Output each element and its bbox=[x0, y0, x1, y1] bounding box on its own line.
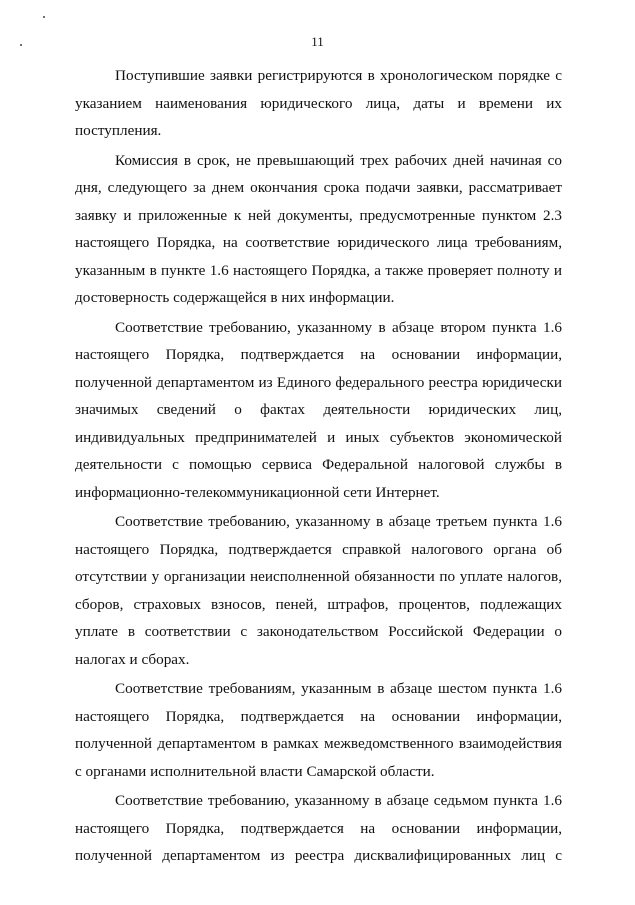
text-line: Комиссия в срок, не превышающий трех рабочих дней начиная со bbox=[115, 151, 562, 169]
text-line: налогах и сборах. bbox=[75, 650, 190, 668]
text-line: Поступившие заявки регистрируются в хронологическом порядке с bbox=[115, 67, 562, 84]
text-line: поступления. bbox=[75, 122, 162, 139]
paragraph bbox=[75, 675, 562, 785]
text-line: полученной департаментом из реестра дисквалифицированных лиц с bbox=[75, 847, 562, 864]
text-line: полученной департаментом в рамках межведомственного взаимодействия bbox=[75, 735, 562, 752]
text-line: Соответствие требованию, указанному в абзаце втором пункта 1.6 bbox=[115, 318, 562, 336]
text-line: с органами исполнительной власти Самарской области. bbox=[75, 762, 435, 780]
text-line: указанным в пункте 1.6 настоящего Порядка, а также проверяет полноту и bbox=[75, 261, 562, 279]
text-line: индивидуальных предпринимателей и иных субъектов экономической bbox=[75, 428, 562, 446]
text-line: уплате в соответствии с законодательством Российской Федерации о bbox=[75, 623, 562, 640]
text-line: отсутствии у организации неисполненной обязанности по уплате налогов, bbox=[75, 568, 562, 585]
text-line: сборов, страховых взносов, пеней, штрафов, процентов, подлежащих bbox=[75, 595, 562, 613]
document-body bbox=[75, 62, 562, 870]
paragraph bbox=[75, 314, 562, 507]
text-line: настоящего Порядка, подтверждается на основании информации, bbox=[75, 819, 562, 837]
paragraph bbox=[75, 147, 562, 312]
paragraph bbox=[75, 508, 562, 673]
text-line: настоящего Порядка, подтверждается справкой налогового органа об bbox=[75, 540, 562, 558]
text-line: дня, следующего за днем окончания срока подачи заявки, рассматривает bbox=[75, 179, 562, 196]
text-line: полученной департаментом из Единого федерального реестра юридически bbox=[75, 373, 562, 391]
text-line: настоящего Порядка, подтверждается на основании информации, bbox=[75, 707, 562, 725]
text-line: Соответствие требованию, указанному в абзаце третьем пункта 1.6 bbox=[115, 513, 562, 530]
text-line: заявку и приложенные к ней документы, предусмотренные пунктом 2.3 bbox=[75, 206, 562, 224]
scan-speck bbox=[43, 16, 45, 18]
text-line: Соответствие требованию, указанному в абзаце седьмом пункта 1.6 bbox=[115, 792, 562, 809]
page-number: 11 bbox=[311, 34, 324, 49]
text-line: деятельности с помощью сервиса Федеральной налоговой службы в bbox=[75, 456, 562, 473]
text-line: указанием наименования юридического лица, даты и времени их bbox=[75, 94, 562, 112]
text-line: значимых сведений о фактах деятельности юридических лиц, bbox=[75, 401, 562, 418]
text-line: Соответствие требованиям, указанным в абзаце шестом пункта 1.6 bbox=[115, 680, 562, 697]
text-line: настоящего Порядка, подтверждается на основании информации, bbox=[75, 346, 562, 363]
text-line: информационно-телекоммуникационной сети Интернет. bbox=[75, 483, 440, 501]
text-line: достоверность содержащейся в них информации. bbox=[75, 289, 395, 306]
paragraph bbox=[75, 62, 562, 145]
text-line: настоящего Порядка, на соответствие юридического лица требованиям, bbox=[75, 234, 562, 251]
paragraph bbox=[75, 787, 562, 870]
